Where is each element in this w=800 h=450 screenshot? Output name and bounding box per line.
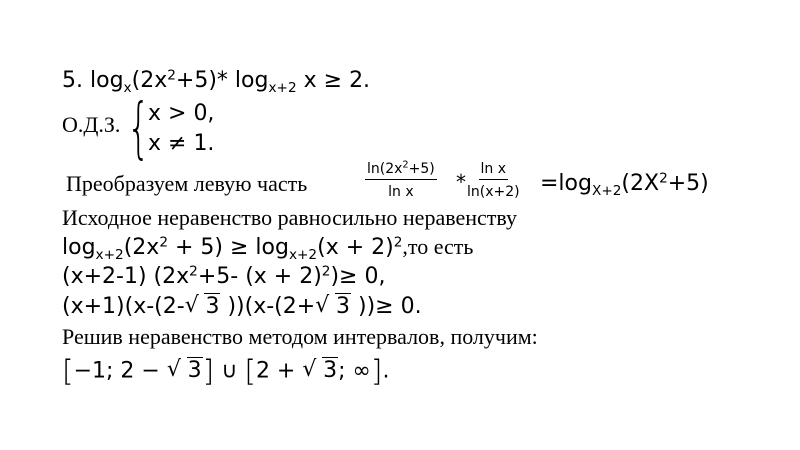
fraction-1-numerator: $\ln(2x^2+5)$ — [365, 162, 437, 180]
sqrt-3: √ 3 — [315, 296, 351, 318]
odz-condition-1: x > 0, — [148, 101, 215, 126]
step-2: (x+1)(x-(2-√ 3 ))(x-(2+√ 3 ))≥ 0. — [62, 296, 422, 318]
problem-statement: 5. $\log_x(2x^2+5)*$ $\log_{x+2} x \ge 2$. — [62, 67, 371, 96]
equivalence-text: Исходное неравенство равносильно неравенству — [62, 205, 518, 230]
fraction-2-numerator: ln x — [479, 162, 509, 180]
fraction-2 — [467, 162, 520, 199]
solution-answer: [−1; 2 − √ 3] ∪ [2 + √ 3; ∞]. — [62, 357, 389, 387]
fraction-1-denominator: ln x — [388, 184, 414, 200]
problem-number: 5. — [62, 68, 83, 93]
sqrt-3: √ 3 — [302, 360, 338, 382]
transform-text: Преобразуем левую часть — [66, 171, 308, 196]
solution-text: Решив неравенство методом интервалов, получим: — [62, 324, 538, 349]
sqrt-3: √ 3 — [185, 296, 221, 318]
odz-brace: { — [127, 89, 151, 166]
sqrt-3: √ 3 — [167, 360, 203, 382]
transform-result: $=\log_{X+2}(2X^2+5)$ — [540, 170, 709, 199]
odz-condition-2: x ≠ 1. — [148, 131, 215, 156]
fraction-1 — [365, 159, 437, 200]
equivalence-inequality: $\log_{x+2}(2x^2 + 5) \ge \log_{x+2}(x + 2)^2,то$ есть — [62, 234, 474, 263]
fraction-2-denominator: ln(x+2) — [467, 184, 520, 200]
times-sign: * — [456, 170, 466, 194]
odz-label: О.Д.З. — [62, 112, 121, 137]
step-1: (x+2-1) ($2x^2+5-$ $(x + 2)^2)\ge 0$, — [62, 263, 386, 289]
